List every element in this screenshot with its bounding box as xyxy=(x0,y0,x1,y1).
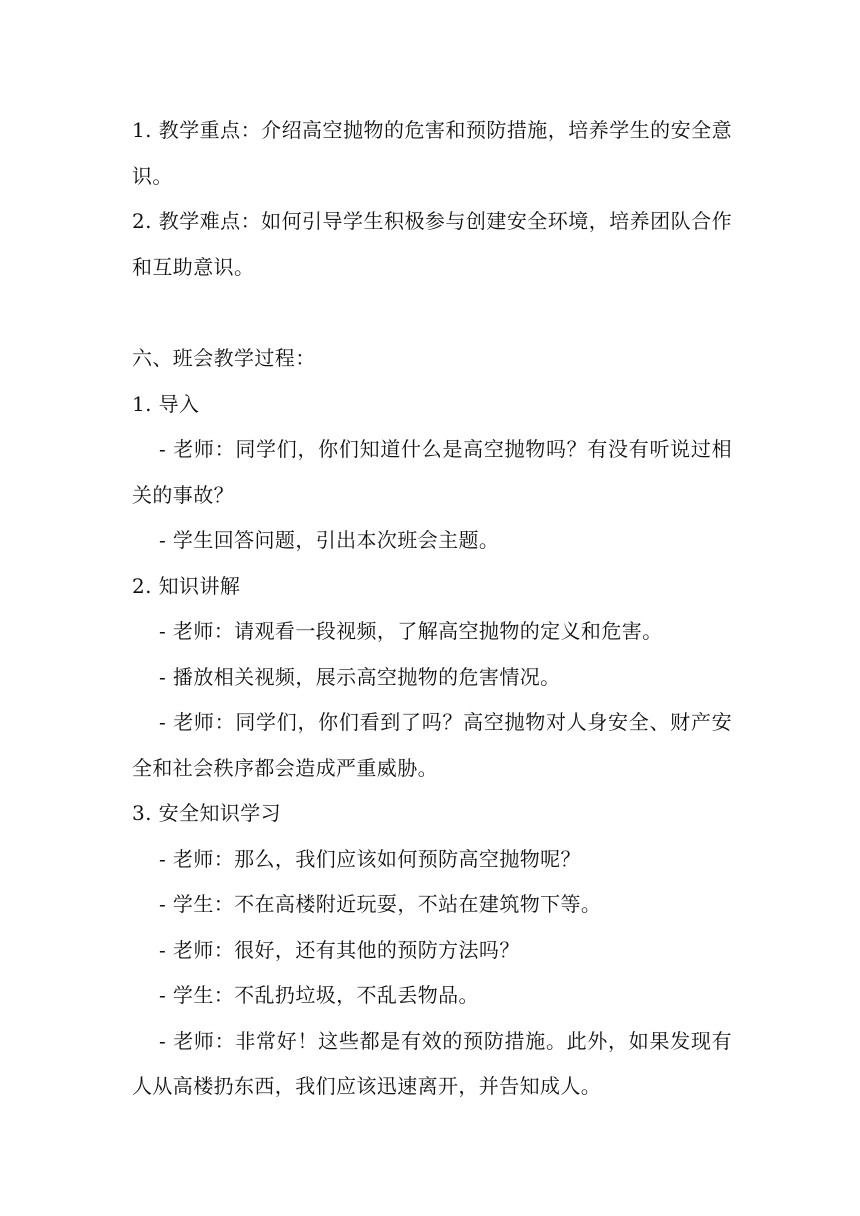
teaching-focus-item: 1. 教学重点：介绍高空抛物的危害和预防措施，培养学生的安全意识。 xyxy=(132,118,732,188)
step-heading-safety: 3. 安全知识学习 xyxy=(132,801,282,825)
dialogue-line: - 老师：同学们，你们知道什么是高空抛物吗？有没有听说过相关的事故？ xyxy=(132,437,732,507)
dialogue-line: - 学生回答问题，引出本次班会主题。 xyxy=(159,528,500,552)
dialogue-line: - 老师：同学们，你们看到了吗？高空抛物对人身安全、财产安全和社会秩序都会造成严重威胁。 xyxy=(132,710,732,780)
document-body xyxy=(132,108,732,1110)
dialogue-line: - 学生：不乱扔垃圾，不乱丢物品。 xyxy=(159,983,479,1007)
teaching-difficulty-item: 2. 教学难点：如何引导学生积极参与创建安全环境，培养团队合作和互助意识。 xyxy=(132,209,732,279)
dialogue-line: - 学生：不在高楼附近玩耍，不站在建筑物下等。 xyxy=(159,892,602,916)
paragraph-spacer xyxy=(132,290,732,336)
step-heading-knowledge: 2. 知识讲解 xyxy=(132,573,241,598)
dialogue-line: - 播放相关视频，展示高空抛物的危害情况。 xyxy=(159,664,561,689)
dialogue-line: - 老师：请观看一段视频，了解高空抛物的定义和危害。 xyxy=(159,619,663,643)
dialogue-line: - 老师：那么，我们应该如何预防高空抛物呢？ xyxy=(159,846,581,871)
dialogue-line: - 老师：很好，还有其他的预防方法吗？ xyxy=(159,937,520,962)
dialogue-line: - 老师：非常好！这些都是有效的预防措施。此外，如果发现有人从高楼扔东西，我们应该迅速离开，并告知成人。 xyxy=(132,1028,732,1098)
section-heading: 六、班会教学过程： xyxy=(132,346,316,370)
step-heading-intro: 1. 导入 xyxy=(132,391,200,416)
